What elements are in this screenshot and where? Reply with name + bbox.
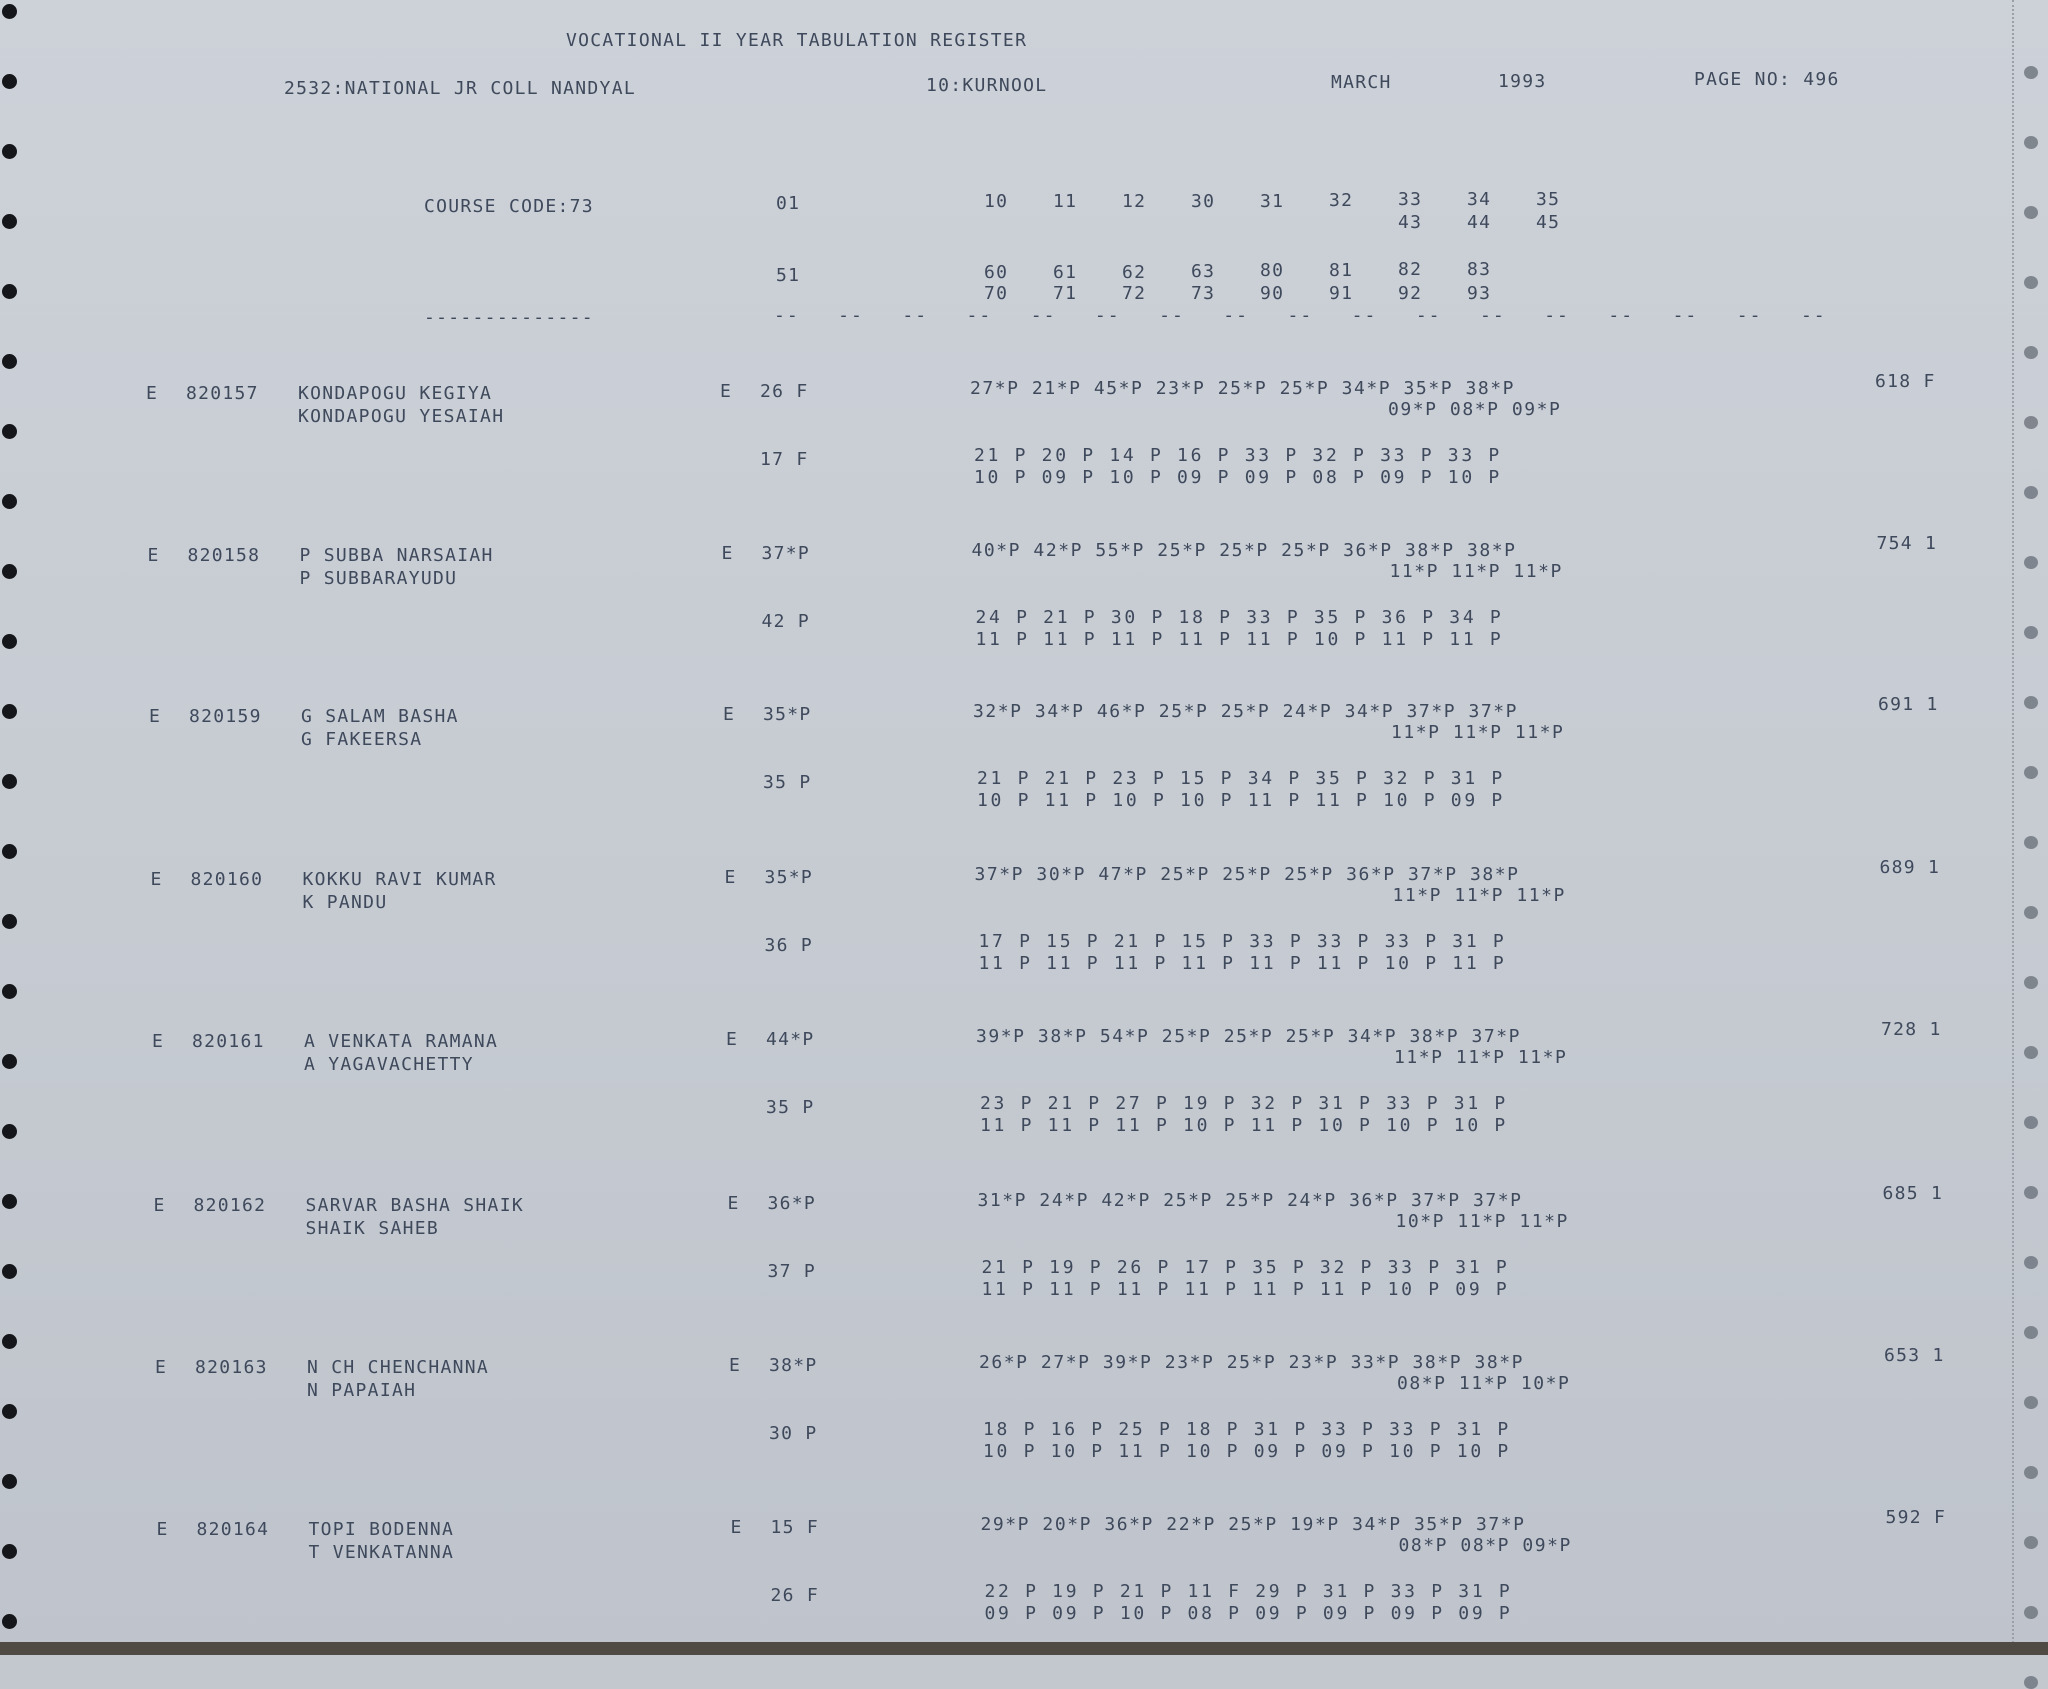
punch-hole	[2, 564, 17, 579]
subject-marks-row-2: 24 P 21 P 30 P 18 P 33 P 35 P 36 P 34 P	[975, 607, 1504, 628]
subject-code: 81	[1329, 260, 1354, 281]
subject-code: 43	[1398, 212, 1423, 233]
grand-total: 653 1	[1884, 1345, 1945, 1366]
parent-name: K PANDU	[302, 892, 388, 913]
subject-code: 51	[776, 265, 801, 286]
punch-hole	[2024, 1466, 2038, 1479]
subject-code: 83	[1467, 259, 1492, 280]
punch-hole	[2, 1544, 17, 1559]
language-marks-1: 15 F	[770, 1517, 820, 1538]
parent-name: P SUBBARAYUDU	[299, 568, 458, 589]
perforation-line	[2012, 0, 2014, 1655]
punch-hole	[2024, 976, 2038, 989]
parent-name: T VENKATANNA	[308, 1542, 455, 1563]
language-marks-1: 35*P	[763, 704, 812, 725]
subject-marks-row-2b: 11 P 11 P 11 P 11 P 11 P 10 P 11 P 11 P	[975, 629, 1504, 650]
subject-marks-row-1b: 11*P 11*P 11*P	[1389, 561, 1563, 582]
parent-name: A YAGAVACHETTY	[304, 1054, 474, 1075]
subject-marks-row-2: 18 P 16 P 25 P 18 P 31 P 33 P 33 P 31 P	[983, 1419, 1511, 1440]
roll-number: 820163	[195, 1357, 268, 1378]
language-code: E	[730, 1517, 743, 1538]
student-name: P SUBBA NARSAIAH	[299, 545, 494, 566]
subject-marks-row-1b: 11*P 11*P 11*P	[1392, 885, 1566, 906]
subject-code: 12	[1122, 191, 1147, 212]
punch-hole	[2, 494, 17, 509]
college-name: 2532:NATIONAL JR COLL NANDYAL	[284, 78, 636, 99]
category-code: E	[147, 545, 160, 566]
course-code: COURSE CODE:73	[424, 196, 594, 217]
punch-hole	[2024, 836, 2038, 849]
exam-month: MARCH	[1331, 72, 1392, 93]
punch-hole	[2024, 66, 2038, 79]
header-dash-row: -- -- -- -- -- -- -- -- -- -- -- -- -- -- -- -- --	[774, 305, 1827, 326]
grand-total: 618 F	[1875, 371, 1936, 392]
grand-total: 592 F	[1885, 1507, 1947, 1528]
parent-name: SHAIK SAHEB	[305, 1218, 440, 1239]
subject-marks-row-2: 21 P 20 P 14 P 16 P 33 P 32 P 33 P 33 P	[974, 445, 1502, 466]
subject-code: 80	[1260, 260, 1285, 281]
category-code: E	[150, 869, 163, 890]
punch-hole	[2, 914, 17, 929]
language-code: E	[720, 381, 733, 402]
subject-marks-row-1: 40*P 42*P 55*P 25*P 25*P 25*P 36*P 38*P 38*P	[971, 540, 1517, 561]
category-code: E	[152, 1031, 165, 1052]
grand-total: 691 1	[1878, 694, 1939, 715]
language-marks-1: 26 F	[760, 381, 809, 402]
punch-hole	[2024, 766, 2038, 779]
subject-code: 73	[1191, 283, 1216, 304]
subject-code: 34	[1467, 189, 1492, 210]
exam-year: 1993	[1498, 71, 1547, 92]
punch-hole	[2, 1614, 17, 1629]
language-marks-1: 38*P	[769, 1355, 818, 1376]
language-marks-2: 42 P	[761, 611, 811, 632]
subject-marks-row-2: 21 P 19 P 26 P 17 P 35 P 32 P 33 P 31 P	[981, 1257, 1510, 1278]
subject-code: 90	[1260, 283, 1285, 304]
subject-marks-row-2b: 11 P 11 P 11 P 10 P 11 P 10 P 10 P 10 P	[980, 1115, 1508, 1136]
subject-code: 44	[1467, 212, 1492, 233]
punch-hole	[2024, 1046, 2038, 1059]
subject-marks-row-1: 32*P 34*P 46*P 25*P 25*P 24*P 34*P 37*P 37*P	[973, 701, 1519, 722]
punch-hole	[2024, 626, 2038, 639]
subject-code: 82	[1398, 259, 1423, 280]
subject-code: 31	[1260, 191, 1285, 212]
district-name: 10:KURNOOL	[926, 75, 1048, 96]
subject-code: 71	[1053, 283, 1078, 304]
subject-marks-row-2b: 11 P 11 P 11 P 11 P 11 P 11 P 10 P 11 P	[978, 953, 1507, 974]
subject-code: 61	[1053, 262, 1078, 283]
subject-marks-row-2b: 10 P 11 P 10 P 10 P 11 P 11 P 10 P 09 P	[977, 790, 1505, 811]
punch-hole	[2, 214, 17, 229]
punch-hole	[2, 1404, 17, 1419]
punch-hole	[2, 774, 17, 789]
paper-bottom-edge	[0, 1642, 2048, 1655]
subject-marks-row-1: 26*P 27*P 39*P 23*P 25*P 23*P 33*P 38*P 38*P	[979, 1352, 1525, 1373]
category-code: E	[155, 1357, 168, 1378]
page-number: PAGE NO: 496	[1694, 69, 1840, 90]
language-marks-2: 37 P	[767, 1261, 817, 1282]
parent-name: KONDAPOGU YESAIAH	[298, 406, 505, 427]
grand-total: 754 1	[1876, 533, 1938, 554]
subject-code: 70	[984, 283, 1009, 304]
language-marks-1: 35*P	[764, 867, 814, 888]
punch-hole	[2024, 416, 2038, 429]
language-marks-2: 30 P	[769, 1423, 818, 1444]
language-marks-1: 36*P	[767, 1193, 817, 1214]
subject-code: 30	[1191, 191, 1216, 212]
subject-marks-row-1: 37*P 30*P 47*P 25*P 25*P 25*P 36*P 37*P 38*P	[974, 864, 1520, 885]
punch-hole	[2024, 1326, 2038, 1339]
language-code: E	[729, 1355, 742, 1376]
category-code: E	[146, 383, 159, 404]
category-code: E	[153, 1195, 166, 1216]
punch-hole	[2024, 696, 2038, 709]
subject-code: 91	[1329, 283, 1354, 304]
subject-marks-row-2b: 10 P 10 P 11 P 10 P 09 P 09 P 10 P 10 P	[983, 1441, 1511, 1462]
subject-code: 72	[1122, 283, 1147, 304]
punch-hole	[2, 354, 17, 369]
parent-name: N PAPAIAH	[307, 1380, 417, 1401]
subject-code: 63	[1191, 261, 1216, 282]
punch-hole	[2024, 1256, 2038, 1269]
subject-marks-row-2: 23 P 21 P 27 P 19 P 32 P 31 P 33 P 31 P	[980, 1093, 1508, 1114]
punch-hole	[2024, 1676, 2038, 1689]
subject-code: 32	[1329, 190, 1354, 211]
language-marks-2: 36 P	[764, 935, 814, 956]
subject-marks-row-1: 27*P 21*P 45*P 23*P 25*P 25*P 34*P 35*P 38*P	[970, 378, 1516, 399]
subject-marks-row-2b: 11 P 11 P 11 P 11 P 11 P 11 P 10 P 09 P	[981, 1279, 1510, 1300]
roll-number: 820160	[190, 869, 264, 890]
language-code: E	[726, 1029, 739, 1050]
subject-code: 10	[984, 191, 1009, 212]
subject-marks-row-1b: 08*P 08*P 09*P	[1398, 1535, 1572, 1556]
language-code: E	[727, 1193, 740, 1214]
roll-number: 820164	[196, 1519, 270, 1540]
punch-hole	[2, 284, 17, 299]
subject-marks-row-2: 17 P 15 P 21 P 15 P 33 P 33 P 33 P 31 P	[978, 931, 1507, 952]
student-name: A VENKATA RAMANA	[304, 1031, 499, 1052]
punch-hole	[2, 984, 17, 999]
punch-hole	[2024, 136, 2038, 149]
register-title: VOCATIONAL II YEAR TABULATION REGISTER	[566, 30, 1028, 51]
punch-hole	[2, 634, 17, 649]
student-name: TOPI BODENNA	[308, 1519, 455, 1540]
category-code: E	[156, 1519, 169, 1540]
language-code: E	[724, 867, 737, 888]
subject-marks-row-1b: 08*P 11*P 10*P	[1397, 1373, 1571, 1394]
subject-marks-row-2b: 09 P 09 P 10 P 08 P 09 P 09 P 09 P 09 P	[984, 1603, 1513, 1624]
student-name: G SALAM BASHA	[301, 706, 459, 727]
subject-code: 01	[776, 193, 801, 214]
roll-number: 820161	[192, 1031, 265, 1052]
punch-hole	[2, 1264, 17, 1279]
subject-code: 62	[1122, 262, 1147, 283]
roll-number: 820159	[189, 706, 262, 727]
punch-hole	[2, 1474, 17, 1489]
language-marks-1: 44*P	[766, 1029, 815, 1050]
punch-hole	[2024, 1116, 2038, 1129]
roll-number: 820157	[186, 383, 259, 404]
subject-code: 45	[1536, 212, 1561, 233]
subject-code: 11	[1053, 191, 1078, 212]
punch-hole	[2, 1054, 17, 1069]
category-code: E	[149, 706, 162, 727]
subject-marks-row-1: 31*P 24*P 42*P 25*P 25*P 24*P 36*P 37*P 37*P	[977, 1190, 1523, 1211]
roll-number: 820162	[193, 1195, 267, 1216]
grand-total: 685 1	[1882, 1183, 1944, 1204]
subject-marks-row-2: 21 P 21 P 23 P 15 P 34 P 35 P 32 P 31 P	[977, 768, 1505, 789]
subject-marks-row-1: 29*P 20*P 36*P 22*P 25*P 19*P 34*P 35*P 37*P	[980, 1514, 1526, 1535]
punch-hole	[2024, 556, 2038, 569]
language-code: E	[723, 704, 736, 725]
punch-hole	[2, 4, 17, 19]
language-marks-1: 37*P	[761, 543, 811, 564]
punch-hole	[2, 1124, 17, 1139]
subject-marks-row-1b: 10*P 11*P 11*P	[1395, 1211, 1569, 1232]
subject-marks-row-1: 39*P 38*P 54*P 25*P 25*P 25*P 34*P 38*P 37*P	[976, 1026, 1522, 1047]
subject-marks-row-1b: 11*P 11*P 11*P	[1391, 722, 1565, 743]
punch-hole	[2024, 346, 2038, 359]
punch-hole	[2024, 1606, 2038, 1619]
student-name: SARVAR BASHA SHAIK	[305, 1195, 524, 1216]
punch-hole	[2024, 1536, 2038, 1549]
punch-hole	[2, 144, 17, 159]
subject-marks-row-1b: 09*P 08*P 09*P	[1388, 399, 1562, 420]
roll-number: 820158	[187, 545, 261, 566]
language-marks-2: 35 P	[766, 1097, 815, 1118]
subject-code: 92	[1398, 283, 1423, 304]
language-marks-2: 35 P	[763, 772, 812, 793]
language-marks-2: 26 F	[770, 1585, 820, 1606]
punch-hole	[2024, 1396, 2038, 1409]
student-name: N CH CHENCHANNA	[307, 1357, 490, 1378]
punch-hole	[2, 1334, 17, 1349]
punch-hole	[2, 424, 17, 439]
punch-hole	[2, 704, 17, 719]
punch-hole	[2, 844, 17, 859]
parent-name: G FAKEERSA	[301, 729, 423, 750]
language-code: E	[721, 543, 734, 564]
course-underline: --------------	[424, 307, 594, 328]
subject-code: 93	[1467, 283, 1492, 304]
subject-code: 33	[1398, 189, 1423, 210]
subject-marks-row-1b: 11*P 11*P 11*P	[1394, 1047, 1568, 1068]
punch-hole	[2024, 276, 2038, 289]
punch-hole	[2, 74, 17, 89]
subject-code: 60	[984, 262, 1009, 283]
subject-marks-row-2b: 10 P 09 P 10 P 09 P 09 P 08 P 09 P 10 P	[974, 467, 1502, 488]
punch-hole	[2, 1194, 17, 1209]
language-marks-2: 17 F	[760, 449, 809, 470]
punch-hole	[2024, 1186, 2038, 1199]
grand-total: 689 1	[1879, 857, 1941, 878]
punch-hole	[2024, 486, 2038, 499]
subject-code: 35	[1536, 189, 1561, 210]
student-name: KOKKU RAVI KUMAR	[302, 869, 497, 890]
grand-total: 728 1	[1881, 1019, 1942, 1040]
punch-hole	[2024, 206, 2038, 219]
student-name: KONDAPOGU KEGIYA	[298, 383, 493, 404]
punch-hole	[2024, 906, 2038, 919]
subject-marks-row-2: 22 P 19 P 21 P 11 F 29 P 31 P 33 P 31 P	[984, 1581, 1513, 1602]
